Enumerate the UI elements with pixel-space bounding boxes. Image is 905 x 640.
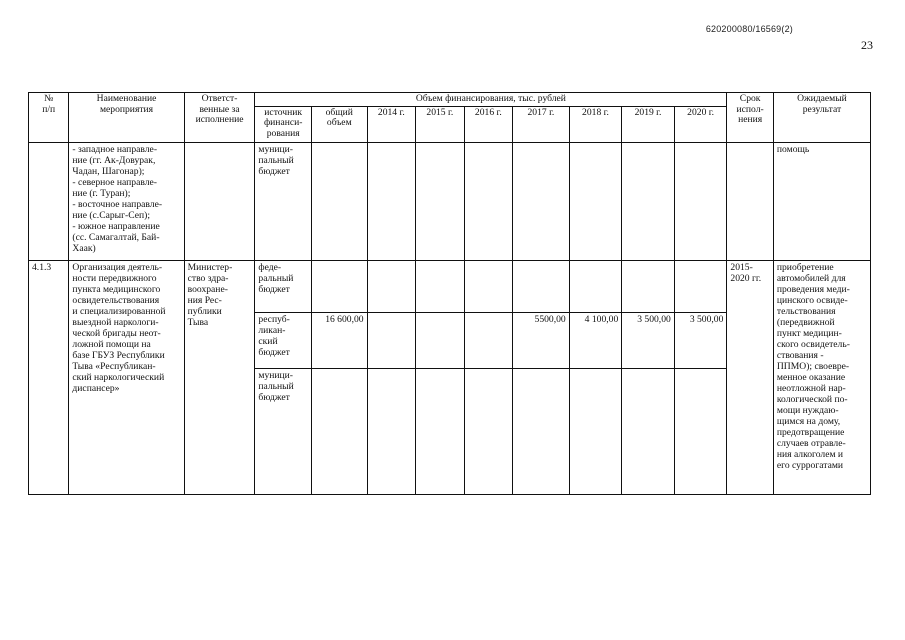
- cell-source: респуб- ликан- ский бюджет: [255, 312, 312, 368]
- header-year: 2018 г.: [569, 106, 622, 142]
- page-number: 23: [861, 38, 873, 52]
- cell-responsible: [184, 142, 255, 260]
- cell-source: муници- пальный бюджет: [255, 368, 312, 494]
- cell-value: [311, 142, 367, 260]
- cell-value: 5500,00: [513, 312, 570, 368]
- cell-value: [367, 368, 416, 494]
- cell-name: Организация деятель- ности передвижного пункта медицинского освидетельствования и специализированной выездной наркологи- ческой бригады неот- ложной помощи на базе ГБУЗ Республики Тыва «Республикан- ский наркологический диспансер»: [69, 260, 184, 494]
- item-row-federal: [29, 260, 871, 312]
- cell-source: феде- ральный бюджет: [255, 260, 312, 312]
- header-term: Срок испол- нения: [727, 93, 773, 143]
- cell-value: [569, 260, 622, 312]
- cell-value: [367, 260, 416, 312]
- cell-result: приобретение автомобилей для проведения меди- цинского освиде- тельствования (передвижной пункт медицин- ского освидетель- ствования - ППМО); своевре- менное оказание неотложной нар- кологической по- мощи нуждаю- щимся на дому, предотвращение случаев отравле- ния алкоголем и его суррогатами: [773, 260, 870, 494]
- cell-num: 4.1.3: [29, 260, 69, 494]
- cell-value: [622, 260, 675, 312]
- cell-value: [513, 260, 570, 312]
- cell-result: помощь: [773, 142, 870, 260]
- financing-table: [28, 92, 871, 495]
- cell-term: [727, 142, 773, 260]
- cell-value: [674, 260, 727, 312]
- header-year: 2017 г.: [513, 106, 570, 142]
- header-year: 2020 г.: [674, 106, 727, 142]
- header-year: 2015 г.: [416, 106, 465, 142]
- cell-total: [311, 368, 367, 494]
- cell-value: 4 100,00: [569, 312, 622, 368]
- header-year: 2016 г.: [464, 106, 513, 142]
- cell-value: [569, 368, 622, 494]
- cell-num: [29, 142, 69, 260]
- cell-value: [513, 142, 570, 260]
- cell-value: [416, 312, 465, 368]
- cell-source: муници- пальный бюджет: [255, 142, 312, 260]
- header-source: источник финанси- рования: [255, 106, 312, 142]
- cell-value: 3 500,00: [674, 312, 727, 368]
- document-id: 620200080/16569(2): [705, 24, 793, 34]
- cell-total: [311, 260, 367, 312]
- cell-value: 3 500,00: [622, 312, 675, 368]
- header-year: 2019 г.: [622, 106, 675, 142]
- cell-value: [464, 260, 513, 312]
- cell-value: [464, 368, 513, 494]
- cell-value: [674, 142, 727, 260]
- header-name: Наименование мероприятия: [69, 93, 184, 143]
- cell-value: [513, 368, 570, 494]
- cell-value: [674, 368, 727, 494]
- header-total: общий объем: [311, 106, 367, 142]
- cell-value: [416, 260, 465, 312]
- header-result: Ожидаемый результат: [773, 93, 870, 143]
- header-num: № п/п: [29, 93, 69, 143]
- cell-value: [464, 142, 513, 260]
- continuation-row: [29, 142, 871, 260]
- cell-value: [367, 142, 416, 260]
- cell-value: [464, 312, 513, 368]
- cell-term: 2015- 2020 гг.: [727, 260, 773, 494]
- cell-value: [622, 142, 675, 260]
- cell-value: [622, 368, 675, 494]
- cell-responsible: Министер- ство здра- воохране- ния Рес- публики Тыва: [184, 260, 255, 494]
- cell-value: [569, 142, 622, 260]
- cell-name: - западное направле- ние (гг. Ак-Довурак, Чадан, Шагонар); - северное направле- ние (г. Туран); - восточное направле- ние (с.Сарыг-Сеп); - южное направление (сс. Самагалтай, Бай- Хаак): [69, 142, 184, 260]
- cell-value: [416, 368, 465, 494]
- cell-value: [367, 312, 416, 368]
- header-responsible: Ответст- венные за исполнение: [184, 93, 255, 143]
- header-volume: Объем финансирования, тыс. рублей: [255, 93, 727, 107]
- cell-total: 16 600,00: [311, 312, 367, 368]
- header-row-1: [29, 93, 871, 107]
- cell-value: [416, 142, 465, 260]
- header-year: 2014 г.: [367, 106, 416, 142]
